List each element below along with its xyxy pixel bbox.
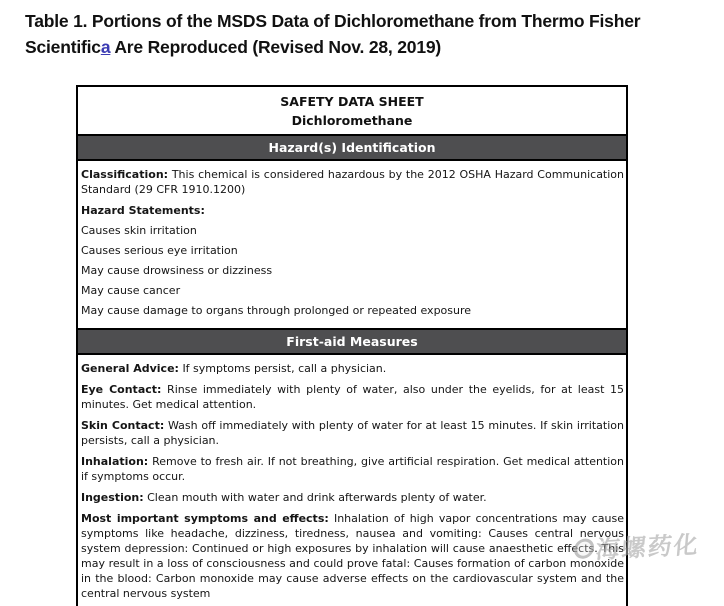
section-bar-first-aid-measures: First-aid Measures (78, 328, 626, 355)
caption-text-after: Are Reproduced (Revised Nov. 28, 2019) (110, 37, 442, 57)
hazard-statement: Causes serious eye irritation (81, 244, 238, 257)
first-aid-entry-label: General Advice: (81, 362, 179, 375)
first-aid-section-body (78, 355, 626, 606)
hazard-statement: May cause drowsiness or dizziness (81, 264, 273, 277)
first-aid-entry (81, 361, 624, 376)
first-aid-entry (81, 454, 624, 484)
first-aid-entry-label: Ingestion: (81, 491, 144, 504)
first-aid-entry (81, 490, 624, 505)
hazard-statement: May cause cancer (81, 284, 181, 297)
classification-paragraph (81, 167, 624, 197)
first-aid-entry-text: Clean mouth with water and drink afterwards plenty of water. (147, 491, 487, 504)
first-aid-entry-label: Inhalation: (81, 455, 149, 468)
first-aid-entry (81, 511, 624, 601)
hazard-statement: Causes skin irritation (81, 224, 197, 237)
sds-header-chemical-name: Dichloromethane (291, 113, 413, 128)
first-aid-entry-text: If symptoms persist, call a physician. (182, 362, 387, 375)
hazard-section-body (78, 161, 626, 328)
first-aid-entry-label: Most important symptoms and effects: (81, 512, 329, 525)
table-caption (25, 8, 697, 60)
sds-header (78, 87, 626, 134)
hazard-statements-label: Hazard Statements: (81, 204, 205, 217)
first-aid-entry-text: Inhalation of high vapor concentrations may cause symptoms like headache, dizziness, tiredness, nausea and vomiting: Causes central nervous system depression: Continued or high exposures by inhalation will cause anaesthetic effects. This may result in a loss of consciousness and could prove fatal: Causes formation of carbon monoxide in the blood: Carbon monoxide may cause adverse effects on the cardiovascular system and the central nervous system (81, 512, 625, 600)
sds-header-title: SAFETY DATA SHEET (280, 94, 424, 109)
footnote-link-a[interactable]: a (100, 37, 111, 57)
first-aid-entry-text: Wash off immediately with plenty of water for at least 15 minutes. If skin irritation persists, call a physician. (81, 419, 624, 447)
first-aid-entry-text: Remove to fresh air. If not breathing, give artificial respiration. Get medical attention if symptoms occur. (81, 455, 625, 483)
sds-table (76, 85, 628, 606)
first-aid-entry-text: Rinse immediately with plenty of water, also under the eyelids, for at least 15 minutes. Get medical attention. (81, 383, 624, 411)
classification-text: This chemical is considered hazardous by the 2012 OSHA Hazard Communication Standard (29 CFR 1910.1200) (81, 168, 625, 196)
first-aid-entry (81, 382, 624, 412)
first-aid-entry (81, 418, 624, 448)
classification-label: Classification: (81, 168, 169, 181)
hazard-statement: May cause damage to organs through prolonged or repeated exposure (81, 304, 472, 317)
caption-text-before: Table 1. Portions of the MSDS Data of Dichloromethane from Thermo Fisher Scientific (25, 11, 641, 57)
watermark-text: 海螺药化 (594, 530, 701, 565)
section-bar-hazard-identification: Hazard(s) Identification (78, 134, 626, 161)
first-aid-entry-label: Skin Contact: (81, 419, 165, 432)
first-aid-entry-label: Eye Contact: (81, 383, 162, 396)
